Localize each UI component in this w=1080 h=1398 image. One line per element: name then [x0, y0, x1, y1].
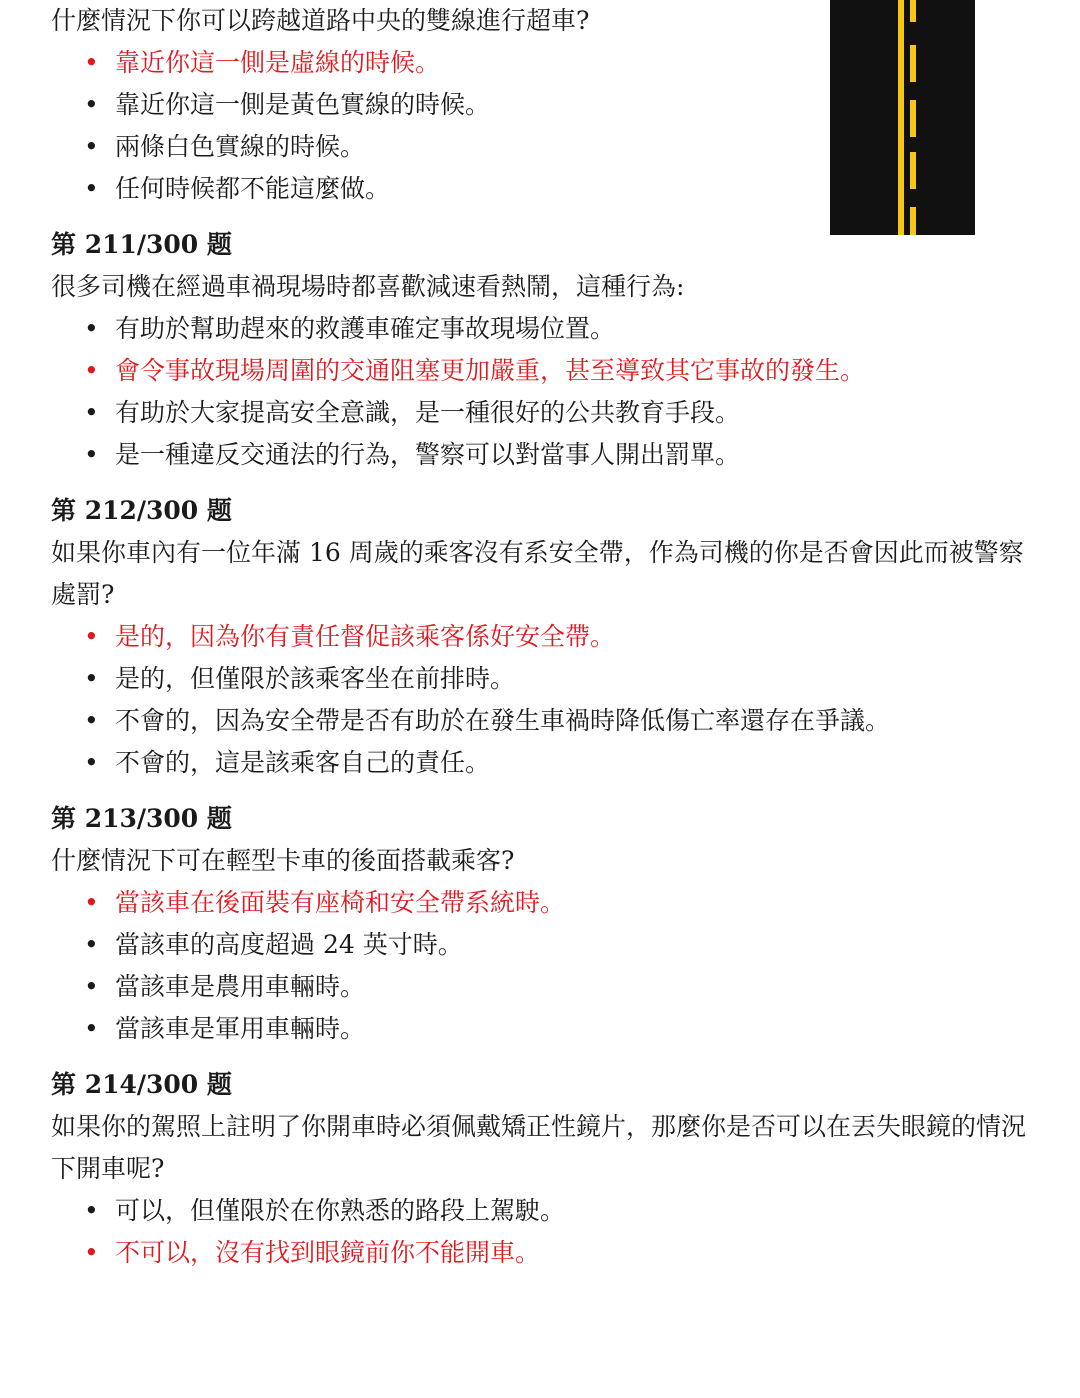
bullet-icon: •: [84, 1196, 99, 1225]
answer-option-text: 是一種違反交通法的行為，警察可以對當事人開出罰單。: [115, 440, 741, 469]
bullet-icon: •: [84, 972, 99, 1001]
answer-options: [51, 42, 1041, 210]
answer-option: [51, 1190, 1041, 1232]
question-block: [51, 0, 1041, 210]
answer-option-correct: [51, 882, 1041, 924]
question-text: 什麼情況下可在輕型卡車的後面搭載乘客?: [51, 846, 515, 875]
answer-option: [51, 126, 1041, 168]
question-text: 如果你車內有一位年滿 16 周歲的乘客沒有系安全帶，作為司機的你是否會因此而被警察處罰?: [51, 538, 1024, 609]
bullet-icon: •: [84, 664, 99, 693]
bullet-icon: •: [84, 314, 99, 343]
question-block: [51, 224, 1041, 476]
bullet-icon: •: [84, 132, 99, 161]
question-block: [51, 798, 1041, 1050]
answer-option: [51, 700, 1041, 742]
question-number: 第 213/300 题: [51, 804, 232, 833]
bullet-icon: •: [84, 90, 99, 119]
answer-option-text: 有助於大家提高安全意識，是一種很好的公共教育手段。: [115, 398, 741, 427]
answer-option-text: 兩條白色實線的時候。: [115, 132, 366, 161]
question-text: 什麼情況下你可以跨越道路中央的雙線進行超車?: [51, 6, 590, 35]
answer-option-text: 任何時候都不能這麼做。: [115, 174, 391, 203]
answer-option: [51, 924, 1041, 966]
answer-option-text: 是的，但僅限於該乘客坐在前排時。: [115, 664, 516, 693]
answer-option-correct: [51, 1232, 1041, 1274]
answer-option-text: 靠近你這一側是虛線的時候。: [115, 48, 441, 77]
answer-option-text: 當該車是農用車輛時。: [115, 972, 366, 1001]
answer-option: [51, 168, 1041, 210]
answer-options: [51, 1190, 1041, 1274]
answer-options: [51, 616, 1041, 784]
answer-option: [51, 742, 1041, 784]
bullet-icon: •: [84, 356, 99, 385]
answer-option-correct: [51, 42, 1041, 84]
answer-option-text: 是的，因為你有責任督促該乘客係好安全帶。: [115, 622, 616, 651]
answer-option: [51, 1008, 1041, 1050]
question-number: 第 212/300 题: [51, 496, 232, 525]
bullet-icon: •: [84, 888, 99, 917]
bullet-icon: •: [84, 706, 99, 735]
question-block: [51, 1064, 1041, 1274]
bullet-icon: •: [84, 1014, 99, 1043]
question-block: [51, 490, 1041, 784]
answer-option-text: 當該車的高度超過 24 英寸時。: [115, 930, 463, 959]
bullet-icon: •: [84, 174, 99, 203]
question-text: 很多司機在經過車禍現場時都喜歡減速看熱鬧，這種行為:: [51, 272, 685, 301]
answer-options: [51, 882, 1041, 1050]
question-number: 第 214/300 题: [51, 1070, 232, 1099]
question-text: 如果你的駕照上註明了你開車時必須佩戴矯正性鏡片，那麼你是否可以在丟失眼鏡的情況下開車呢?: [51, 1112, 1027, 1183]
bullet-icon: •: [84, 748, 99, 777]
answer-option-text: 會令事故現場周圍的交通阻塞更加嚴重，甚至導致其它事故的發生。: [115, 356, 866, 385]
answer-option-text: 不會的，這是該乘客自己的責任。: [115, 748, 491, 777]
answer-option-text: 有助於幫助趕來的救護車確定事故現場位置。: [115, 314, 616, 343]
answer-option-correct: [51, 350, 1041, 392]
answer-option-text: 不會的，因為安全帶是否有助於在發生車禍時降低傷亡率還存在爭議。: [115, 706, 891, 735]
answer-option-text: 可以，但僅限於在你熟悉的路段上駕駛。: [115, 1196, 566, 1225]
bullet-icon: •: [84, 398, 99, 427]
answer-option-text: 當該車在後面裝有座椅和安全帶系統時。: [115, 888, 566, 917]
bullet-icon: •: [84, 48, 99, 77]
bullet-icon: •: [84, 1238, 99, 1267]
answer-option: [51, 308, 1041, 350]
answer-option: [51, 84, 1041, 126]
answer-option-text: 靠近你這一側是黃色實線的時候。: [115, 90, 491, 119]
answer-option-correct: [51, 616, 1041, 658]
answer-options: [51, 308, 1041, 476]
bullet-icon: •: [84, 930, 99, 959]
question-number: 第 211/300 题: [51, 230, 232, 259]
answer-option: [51, 434, 1041, 476]
answer-option: [51, 658, 1041, 700]
question-list: [51, 0, 1041, 1274]
answer-option-text: 當該車是軍用車輛時。: [115, 1014, 366, 1043]
answer-option: [51, 966, 1041, 1008]
answer-option-text: 不可以，沒有找到眼鏡前你不能開車。: [115, 1238, 541, 1267]
answer-option: [51, 392, 1041, 434]
bullet-icon: •: [84, 622, 99, 651]
bullet-icon: •: [84, 440, 99, 469]
